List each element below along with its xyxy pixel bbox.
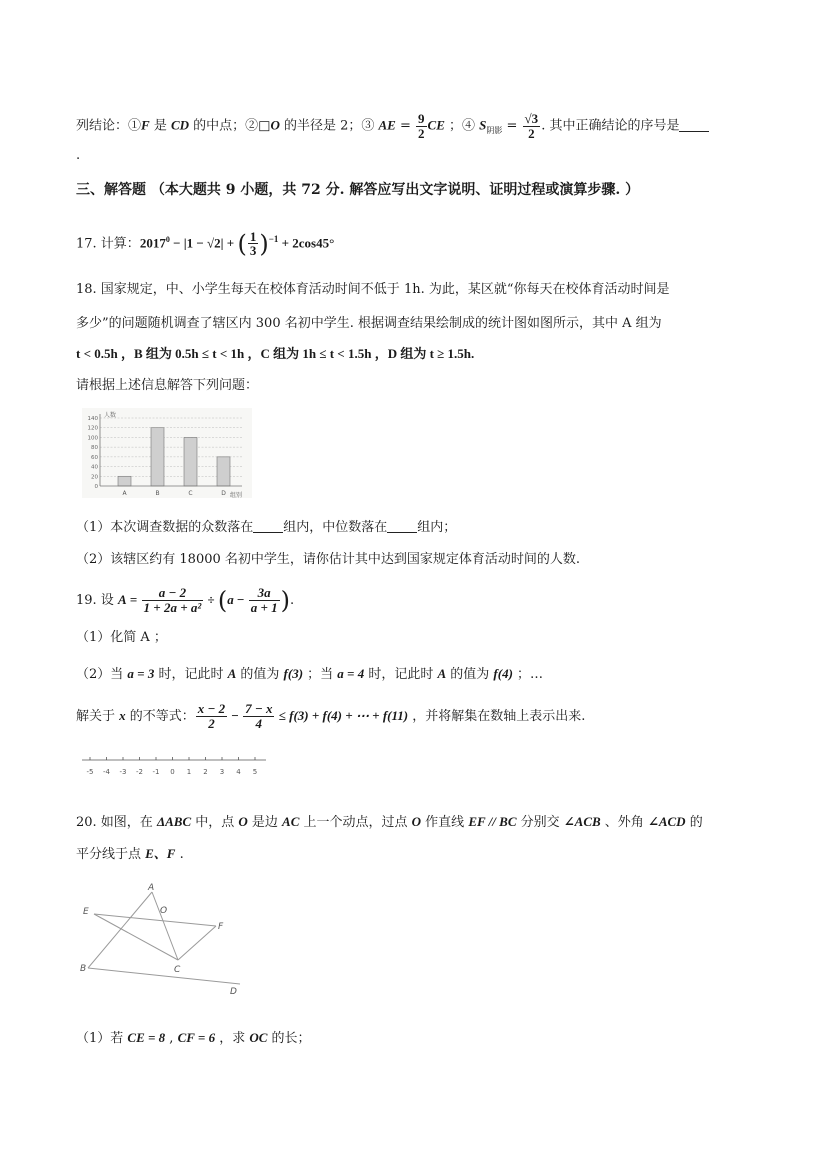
q18-sub2: （2）该辖区约有 18000 名初中学生，请你估计其中达到国家规定体育活动时间的人数. <box>76 552 581 567</box>
q20-sub1: （1）若 CE = 8 , CF = 6 ，求 OC 的长； <box>76 1030 311 1046</box>
q18-line3: t < 0.5h ，B 组为 0.5h ≤ t < 1h ，C 组为 1h ≤ t < 1.5h ，D 组为 t ≥ 1.5h. <box>76 346 475 361</box>
bar-C <box>184 437 197 486</box>
number-line-tick-label: 0 <box>170 768 175 776</box>
number-line-tick-label: -2 <box>136 768 143 776</box>
q20-line2: 平分线于点 E、F . <box>76 846 184 862</box>
segment-AC <box>152 892 178 960</box>
q18-sub1: （1）本次调查数据的众数落在 组内，中位数落在 组内； <box>76 520 457 535</box>
q18-line1: 18. 国家规定，中、小学生每天在校体育活动时间不低于 1h. 为此，某区就“你每天在校体育活动时间是 <box>76 282 670 297</box>
q19-sub2: （2）当 a = 3 时，记此时 A 的值为 f(3) ；当 a = 4 时，记此时 A 的值为 f(4) ；… <box>76 666 544 682</box>
geometry-figure <box>80 880 250 1000</box>
fraction-3a: $\frac{3a}{a + 1}$ <box>250 585 278 615</box>
number-line <box>80 752 270 784</box>
y-tick-label: 0 <box>94 484 98 490</box>
label-D: D <box>230 987 237 997</box>
label-C: C <box>174 965 181 975</box>
fraction-1-3: $\frac{1}{3}$ <box>249 228 257 259</box>
fraction-sqrt3-2: $\frac{√3}{2}$ <box>524 111 539 141</box>
x-tick-label: A <box>122 490 127 497</box>
bar-B <box>151 428 164 486</box>
fraction-7-minus-x: $\frac{7 - x}{4}$ <box>245 701 273 731</box>
fraction-x-minus-2: $\frac{x - 2}{2}$ <box>197 701 226 731</box>
q16-period: . <box>76 148 81 163</box>
y-tick-label: 80 <box>91 445 98 452</box>
y-tick-label: 20 <box>91 474 98 481</box>
q19-inequality: 解关于 x 的不等式： $\frac{x - 2}{2}$ − $\frac{7 - x}{4}$ ≤ f(3) + f(4) + ⋯ + f(11) ，并将解集在数轴上表示出来. <box>76 701 586 731</box>
segment-FC <box>178 926 216 960</box>
number-line-tick-label: 5 <box>252 768 258 776</box>
label-B: B <box>80 964 87 974</box>
answer-blank-mode <box>253 518 283 533</box>
number-line-tick-label: -3 <box>119 768 127 776</box>
y-axis-label: 人数 <box>104 412 117 419</box>
number-line-tick-label: 2 <box>203 768 208 776</box>
y-tick-label: 60 <box>91 454 98 461</box>
number-line-tick-label: 1 <box>186 768 192 776</box>
x-tick-label: B <box>155 490 160 497</box>
q19-sub1: （1）化简 A ； <box>76 630 167 645</box>
q16-conclusions: 列结论：①F 是 CD 的中点；②□O 的半径是 2；③ AE = $\frac{9}{2}$ CE ；④ $S_{阴影}$ = $\frac{√3}{2}$ . 其中正确结论的序号是 <box>76 112 709 144</box>
label-E: E <box>83 907 89 917</box>
section-title: 三、解答题 （本大题共 9 小题，共 72 分. 解答应写出文字说明、证明过程或演算步骤. ） <box>76 182 640 198</box>
label-O: O <box>160 906 168 916</box>
label-A: A <box>148 883 155 893</box>
y-tick-label: 140 <box>87 416 98 422</box>
q18-line2: 多少”的问题随机调查了辖区内 300 名初中学生. 根据调查结果绘制成的统计图如图所示，其中 A 组为 <box>76 316 662 331</box>
number-line-tick-label: -5 <box>86 768 94 776</box>
answer-blank <box>679 117 709 132</box>
answer-blank-median <box>387 518 417 533</box>
y-tick-label: 40 <box>91 464 98 471</box>
x-axis-label: 组别 <box>230 492 243 498</box>
q20-line1: 20. 如图，在 ΔABC 中，点 O 是边 AC 上一个动点，过点 O 作直线 EF // BC 分别交 ∠ACB 、外角 ∠ACD 的 <box>76 814 703 830</box>
number-line-tick-label: -1 <box>152 768 160 776</box>
number-line-tick-label: -4 <box>103 768 110 776</box>
label-F: F <box>218 922 224 932</box>
y-tick-label: 120 <box>87 425 98 432</box>
number-line-tick-label: 3 <box>219 768 225 776</box>
bar-chart <box>82 408 252 498</box>
x-tick-label: C <box>188 490 193 497</box>
fraction-9-2: $\frac{9}{2}$ <box>418 111 425 141</box>
bar-A <box>118 476 131 486</box>
number-line-tick-label: 4 <box>236 768 241 776</box>
q17-expression: 17. 计算：$2017^0 - |1 - √2|$ + ( $\frac{1}{3}$ )$^{-1}$ + 2cos45° <box>76 228 335 259</box>
segment-AB <box>88 892 152 968</box>
q18-line4: 请根据上述信息解答下列问题： <box>76 378 259 393</box>
y-tick-label: 100 <box>87 435 98 442</box>
q19-definition: 19. 设 A = $\frac{a - 2}{\text{1 + 2a + a²}}$ ÷ (a − $\frac{3a}{a + 1}$ ). <box>76 585 295 615</box>
ray-BD <box>88 968 240 984</box>
fraction-a-minus-2: $\frac{a - 2}{\text{1 + 2a + a²}}$ <box>143 585 202 615</box>
bar-D <box>217 457 230 486</box>
x-tick-label: D <box>221 490 226 497</box>
